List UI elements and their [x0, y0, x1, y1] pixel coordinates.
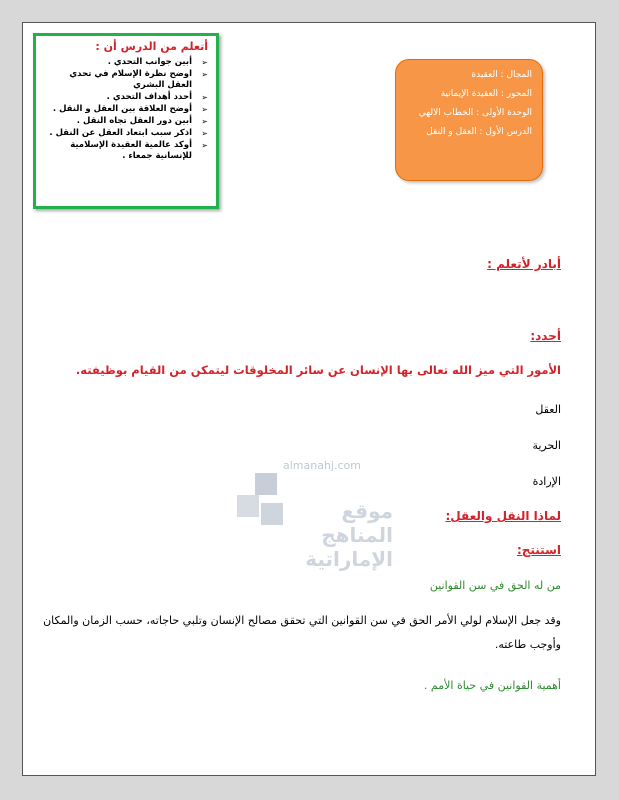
objective-item: ➢ اذكر سبب ابتعاد العقل عن النقل .	[49, 128, 208, 138]
check-arrow-icon: ➢	[201, 129, 208, 138]
paragraph-text: وقد جعل الإسلام لولي الأمر الحق في سن القوانين التي تحقق مصالح الإنسان وتلبي حاجاته، حسب الزمان والمكان وأوجب طاعته.	[43, 614, 561, 651]
objective-item: ➢ أحدد أهداف التحدي .	[106, 92, 208, 102]
lesson-label: الدرس الأول : العقل و النقل	[426, 127, 532, 137]
watermark	[233, 459, 393, 571]
check-arrow-icon: ➢	[201, 70, 208, 79]
objective-item: ➢ اوضح نظرة الإسلام في تحدي العقل البشري	[69, 69, 208, 90]
heading-determine: أحدد:	[530, 329, 561, 343]
check-arrow-icon: ➢	[201, 141, 208, 150]
question-text: الأمور التي ميز الله تعالى بها الإنسان عن سائر المخلوقات ليتمكن من القيام بوظيفته.	[75, 363, 561, 377]
green-question-2: أهمية القوانين في حياة الأمم .	[423, 679, 561, 692]
answer-will: الإرادة	[532, 475, 561, 488]
objective-item: ➢ أوضح العلاقة بين العقل و النقل .	[52, 104, 208, 114]
heading-conclude: استنتج:	[516, 543, 561, 557]
axis-label: المحور : العقيدة الإيمانية	[440, 89, 532, 99]
objectives-list	[44, 57, 208, 162]
check-arrow-icon: ➢	[201, 117, 208, 126]
green-question-1: من له الحق في سن القوانين	[429, 579, 561, 592]
heading-start-learning: أبادر لأتعلم :	[487, 257, 561, 271]
document-page	[22, 22, 596, 776]
watermark-url: almanahj.com	[283, 459, 361, 472]
unit-label: الوحدة الأولى : الخطاب الالهي	[418, 108, 532, 118]
objective-item: ➢ أبين جوانب التحدي .	[107, 57, 208, 67]
field-label: المجال : العقيدة	[471, 70, 532, 80]
objective-item: ➢ أوكد عالمية العقيدة الإسلامية للإنسانية جمعاء .	[70, 140, 208, 161]
answer-mind: العقل	[535, 403, 561, 416]
check-arrow-icon: ➢	[201, 105, 208, 114]
lesson-info-box	[395, 59, 543, 181]
answer-freedom: الحرية	[532, 439, 561, 452]
watermark-logo-icon	[261, 503, 283, 525]
objectives-title: أتعلم من الدرس أن :	[95, 40, 208, 53]
check-arrow-icon: ➢	[201, 93, 208, 102]
check-arrow-icon: ➢	[201, 58, 208, 67]
objective-item: ➢ أبين دور العقل تجاه النقل .	[76, 116, 208, 126]
heading-why: لماذا النقل والعقل:	[445, 509, 561, 523]
lesson-objectives-box	[33, 33, 219, 209]
watermark-logo-icon	[255, 473, 277, 495]
watermark-site-name: موقع المناهج الإماراتية	[305, 499, 393, 571]
watermark-logo-icon	[237, 495, 259, 517]
